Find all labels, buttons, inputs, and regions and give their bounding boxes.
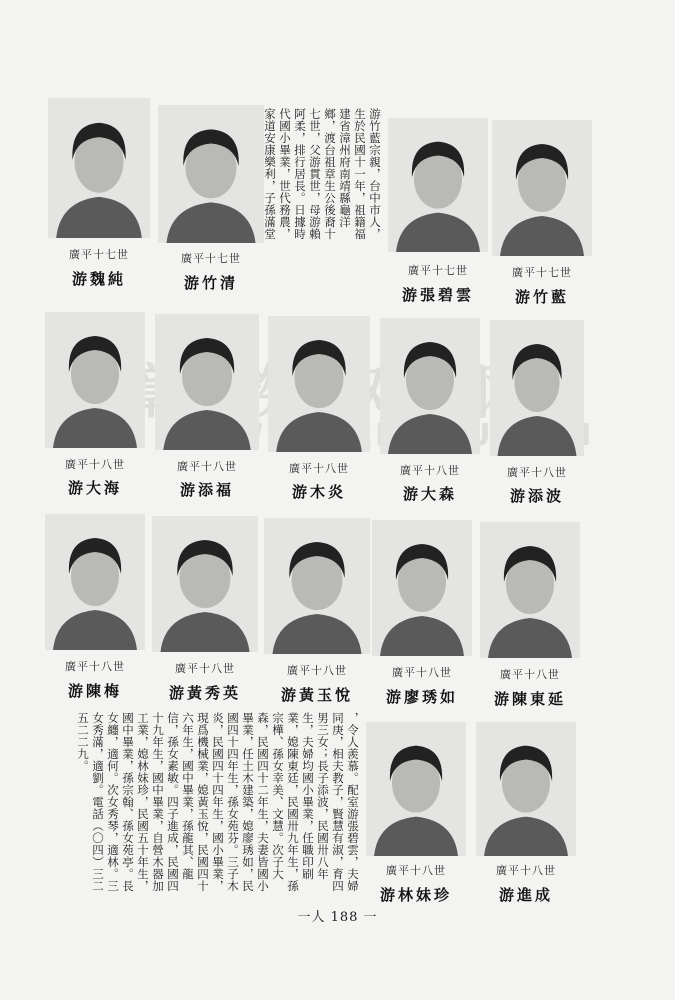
portrait-silhouette <box>268 316 370 452</box>
portrait-photo <box>372 520 472 656</box>
biography-text-top: 游竹藍宗親，台中市人，生於民國十一年，祖籍福建省漳州府南靖縣龜洋鄉，渡台祖章生公後裔十七世，父游貫世，母游賴阿柔，排行居長。日據時代國小畢業，世代務農，家道安康樂利，子孫滿堂 <box>263 108 382 240</box>
generation-label: 廣平十八世 <box>289 462 349 475</box>
person-name: 游竹清 <box>183 274 238 292</box>
portrait-photo <box>45 514 145 650</box>
generation-label: 廣平十七世 <box>181 252 241 265</box>
biography-text-bottom: ，令人羨慕。配室游張碧雲，夫婦同庚，相夫教子，賢慧有淑，育四男三女；長子添波，民國卅八年生，夫婦均國小畢業，任職印刷業，媳陳東廷，民國卅九年生，孫宗樺、孫女幸美、文慧。次子大森，民國四十二年生，夫妻皆國小畢業，任土木建築，媳廖琇如，民國四十四年生，孫女苑芬。三子木炎，民國四十四年生，國小畢業，現爲機械業，媳黃玉悅，民國四十六年生，國中畢業，孫龍其、龍信，孫女素敏。四子進成，民國四十九年生，國中畢業，自營木器加工業，媳林妹珍，民國五十年生，國中畢業，孫宗翰、孫女苑亭。長女纏，適何。次女秀琴，適林。三女秀滿，適劉。電話（〇四）三二五二二九。 <box>76 712 360 892</box>
generation-label: 廣平十八世 <box>500 668 560 681</box>
generation-label: 廣平十八世 <box>496 864 556 877</box>
portrait-photo <box>152 516 258 652</box>
person-name: 游張碧雲 <box>401 286 474 304</box>
portrait-photo <box>45 312 145 448</box>
portrait-silhouette <box>490 320 584 456</box>
person-name: 游進成 <box>498 886 553 904</box>
portrait-photo <box>480 522 580 658</box>
person-name: 游陳梅 <box>67 682 122 700</box>
portrait-silhouette <box>372 520 472 656</box>
portrait-silhouette <box>152 516 258 652</box>
generation-label: 廣平十八世 <box>392 666 452 679</box>
portrait-silhouette <box>476 722 576 856</box>
person-name: 游竹藍 <box>514 288 569 306</box>
portrait-silhouette <box>366 722 466 856</box>
portrait-photo <box>490 320 584 456</box>
generation-label: 廣平十八世 <box>507 466 567 479</box>
portrait-photo <box>158 105 264 243</box>
portrait-silhouette <box>480 522 580 658</box>
portrait-silhouette <box>158 105 264 243</box>
generation-label: 廣平十八世 <box>400 464 460 477</box>
person-name: 游添福 <box>179 481 234 499</box>
portrait-photo <box>268 316 370 452</box>
person-name: 游大森 <box>402 485 457 503</box>
person-name: 游林妹珍 <box>379 886 452 904</box>
portrait-silhouette <box>45 514 145 650</box>
portrait-photo <box>492 120 592 256</box>
portrait-silhouette <box>380 318 480 454</box>
portrait-silhouette <box>48 98 150 238</box>
portrait-silhouette <box>45 312 145 448</box>
generation-label: 廣平十七世 <box>512 266 572 279</box>
person-name: 游廖琇如 <box>385 688 458 706</box>
generation-label: 廣平十七世 <box>408 264 468 277</box>
generation-label: 廣平十八世 <box>65 660 125 673</box>
person-name: 游木炎 <box>291 483 346 501</box>
portrait-photo <box>476 722 576 856</box>
portrait-photo <box>48 98 150 238</box>
portrait-photo <box>155 314 259 450</box>
portrait-photo <box>366 722 466 856</box>
generation-label: 廣平十八世 <box>177 460 237 473</box>
portrait-photo <box>388 118 488 252</box>
generation-label: 廣平十八世 <box>65 458 125 471</box>
portrait-photo <box>264 518 370 654</box>
person-name: 游黃秀英 <box>168 684 241 702</box>
portrait-silhouette <box>264 518 370 654</box>
portrait-silhouette <box>155 314 259 450</box>
person-name: 游添波 <box>509 487 564 505</box>
page-number: 一人 188 一 <box>297 910 378 925</box>
generation-label: 廣平十八世 <box>175 662 235 675</box>
portrait-photo <box>380 318 480 454</box>
portrait-silhouette <box>388 118 488 252</box>
portrait-silhouette <box>492 120 592 256</box>
person-name: 游黃玉悅 <box>280 686 353 704</box>
person-name: 游大海 <box>67 479 122 497</box>
person-name: 游魏純 <box>71 270 126 288</box>
person-name: 游陳東延 <box>493 690 566 708</box>
generation-label: 廣平十八世 <box>287 664 347 677</box>
generation-label: 廣平十八世 <box>386 864 446 877</box>
generation-label: 廣平十七世 <box>69 248 129 261</box>
